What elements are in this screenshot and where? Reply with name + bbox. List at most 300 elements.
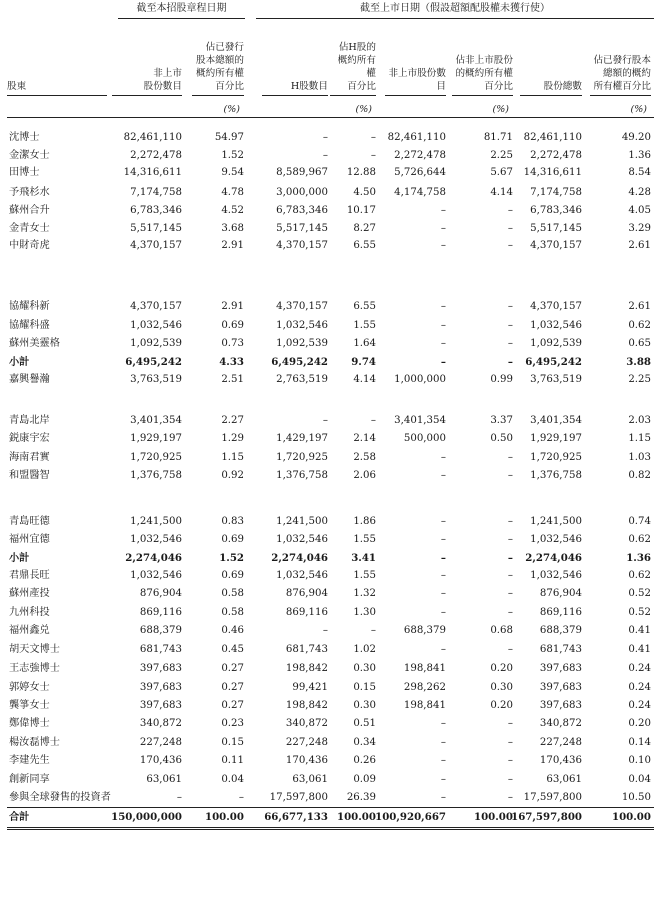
col-pct-unlisted-listing-value: –	[507, 792, 513, 803]
col-total-shares-value: 2,272,478	[530, 150, 582, 161]
col-unlisted-shares-value: 1,092,539	[130, 338, 182, 349]
col-h-shares-value: 1,092,539	[276, 338, 328, 349]
col-pct-h-shares-value: 8.27	[353, 223, 376, 234]
col-total-shares-value: 1,720,925	[530, 452, 582, 463]
col-h-shares-value: –	[322, 415, 328, 426]
col-pct-total-listing-value: 2.25	[628, 374, 651, 385]
col-unlisted-shares-line: 非上市	[153, 68, 182, 79]
col-pct-unlisted-listing-value: –	[507, 588, 513, 599]
col-unlisted-shares-line: 股份數目	[143, 81, 182, 92]
table-row	[0, 298, 660, 316]
col-pct-h-shares-value: 1.86	[353, 516, 376, 527]
col-pct-h-shares-value: 1.55	[353, 570, 376, 581]
col-pct-h-shares-line: 概約所有權	[337, 55, 376, 79]
col-unlisted-shares-listing-value: –	[440, 205, 446, 216]
col-pct-total-current-line: 佔已發行	[205, 42, 244, 53]
col-total-shares-value: 1,032,546	[530, 320, 582, 331]
total-top-rule	[7, 807, 654, 808]
col-unlisted-shares-value: 397,683	[139, 682, 182, 693]
col-pct-h-shares-value: 6.55	[353, 301, 376, 312]
col-pct-h-shares-value: 0.26	[353, 755, 376, 766]
pct-unit-marker: (%)	[355, 104, 372, 115]
col-pct-total-listing-value: 0.52	[628, 607, 651, 618]
col-pct-unlisted-listing-value: 0.50	[490, 433, 513, 444]
col-unlisted-shares-listing-value: –	[440, 534, 446, 545]
col-h-shares-value: 1,032,546	[276, 534, 328, 545]
subtotal-row	[0, 549, 660, 567]
col-unlisted-shares-listing-value: 2,272,478	[394, 150, 446, 161]
shareholder-name: 協耀科新	[9, 301, 50, 312]
col-pct-total-listing-value: 1.15	[628, 433, 651, 444]
col-h-shares-value: 869,116	[285, 607, 328, 618]
col-unlisted-shares-value: 4,370,157	[130, 301, 182, 312]
table-row	[0, 317, 660, 335]
col-h-shares-value: 227,248	[285, 737, 328, 748]
col-pct-unlisted-listing-value: –	[507, 737, 513, 748]
col-unlisted-shares-value: 1,929,197	[130, 433, 182, 444]
pct-unit-marker: (%)	[492, 104, 509, 115]
col-pct-total-current-value: 0.46	[221, 625, 244, 636]
col-pct-h-shares-value: 0.30	[353, 700, 376, 711]
table-row	[0, 641, 660, 659]
col-unlisted-shares-value: 7,174,758	[130, 187, 182, 198]
col-total-shares-value: 6,495,242	[525, 356, 582, 368]
col-pct-total-current-line: 百分比	[215, 81, 244, 92]
col-unlisted-shares-listing-value: –	[440, 792, 446, 803]
table-row	[0, 622, 660, 640]
col-unlisted-shares-listing-value: 500,000	[403, 433, 446, 444]
col-pct-total-current-value: 2.51	[221, 374, 244, 385]
col-total-shares-value: 876,904	[539, 588, 582, 599]
shareholder-name: 嘉興譽瀚	[9, 374, 50, 385]
col-pct-h-shares-value: 1.55	[353, 534, 376, 545]
col-unlisted-shares-listing-value: –	[440, 607, 446, 618]
table-row	[0, 697, 660, 715]
col-pct-total-current-value: 4.52	[221, 205, 244, 216]
col-pct-total-current-value: 1.29	[221, 433, 244, 444]
col-unlisted-shares-value: 1,032,546	[130, 320, 182, 331]
col-pct-h-shares-line: 百分比	[347, 81, 376, 92]
col-pct-h-shares-value: –	[370, 415, 376, 426]
col-pct-h-shares-value: 1.32	[353, 588, 376, 599]
col-pct-unlisted-listing-value: 2.25	[490, 150, 513, 161]
col-unlisted-shares-listing-value: –	[440, 223, 446, 234]
table-row	[0, 412, 660, 430]
col-total-shares-value: 1,092,539	[530, 338, 582, 349]
col-pct-h-shares-value: –	[370, 625, 376, 636]
table-row	[0, 335, 660, 353]
shareholder-name: 田博士	[9, 167, 40, 178]
table-row	[0, 604, 660, 622]
col-h-shares-value: 1,429,197	[276, 433, 328, 444]
col-pct-total-current-value: 0.69	[221, 570, 244, 581]
col-unlisted-shares-listing-value: –	[440, 452, 446, 463]
col-shareholder-label: 股東	[7, 81, 27, 92]
col-pct-h-shares-value: 100.00	[337, 811, 376, 823]
col-h-shares-value: –	[322, 132, 328, 143]
shareholder-name: 中財奇虎	[9, 240, 50, 251]
col-pct-h-shares-value: –	[370, 150, 376, 161]
col-total-shares-value: 1,032,546	[530, 534, 582, 545]
col-h-shares-value: 2,274,046	[271, 552, 328, 564]
col-total-shares-line: 股份總數	[543, 81, 582, 92]
col-h-shares-value: 1,241,500	[276, 516, 328, 527]
col-pct-h-shares-value: 9.74	[351, 356, 376, 368]
col-unlisted-shares-value: 3,401,354	[130, 415, 182, 426]
col-unlisted-shares-value: 340,872	[139, 718, 182, 729]
shareholder-name: 協耀科盛	[9, 320, 50, 331]
col-pct-unlisted-listing-value: 0.30	[490, 682, 513, 693]
col-pct-total-current-value: 4.78	[221, 187, 244, 198]
shareholder-name: 予飛杉水	[9, 187, 50, 198]
shareholder-name: 福州宜德	[9, 534, 50, 545]
col-pct-total-current-value: 0.04	[221, 774, 244, 785]
col-total-shares-value: 170,436	[539, 755, 582, 766]
col-unlisted-shares-value: 2,274,046	[125, 552, 182, 564]
col-total-shares-value: 340,872	[539, 718, 582, 729]
col-pct-h-shares-value: 12.88	[346, 167, 376, 178]
pct-unit-marker: (%)	[223, 104, 240, 115]
shareholder-name: 蘇州合升	[9, 205, 50, 216]
col-unlisted-shares-value: 14,316,611	[123, 167, 182, 178]
col-unlisted-shares-value: 397,683	[139, 700, 182, 711]
col-unlisted-shares-value: 1,720,925	[130, 452, 182, 463]
col-pct-total-current-value: 1.52	[219, 552, 244, 564]
col-pct-unlisted-listing-value: –	[507, 320, 513, 331]
col-pct-h-shares-value: 3.41	[351, 552, 376, 564]
pct-unit-marker: (%)	[630, 104, 647, 115]
col-unlisted-shares-listing-value: –	[440, 570, 446, 581]
shareholder-name: 參與全球發售的投資者	[9, 792, 111, 803]
col-pct-total-listing-value: 0.52	[628, 588, 651, 599]
col-unlisted-shares-value: 869,116	[139, 607, 182, 618]
col-pct-unlisted-listing-value: –	[507, 718, 513, 729]
col-unlisted-shares-value: 6,783,346	[130, 205, 182, 216]
col-pct-total-listing-value: 2.03	[628, 415, 651, 426]
table-row	[0, 567, 660, 585]
col-h-shares-value: 1,720,925	[276, 452, 328, 463]
col-pct-unlisted-listing-value: 0.20	[490, 663, 513, 674]
col-total-shares-value: 4,370,157	[530, 301, 582, 312]
table-row	[0, 771, 660, 789]
table-row	[0, 184, 660, 202]
col-total-shares-value: 5,517,145	[530, 223, 582, 234]
col-unlisted-shares-listing-value: –	[440, 338, 446, 349]
total-row	[0, 808, 660, 826]
col-pct-total-current-value: 2.91	[221, 240, 244, 251]
shareholder-name: 福州鑫兑	[9, 625, 50, 636]
col-total-shares-value: 17,597,800	[523, 792, 582, 803]
shareholder-name: 君鼎長旺	[9, 570, 50, 581]
col-unlisted-shares-listing-value: –	[440, 552, 446, 564]
col-unlisted-shares-listing	[385, 24, 446, 96]
col-h-shares-value: 198,842	[285, 663, 328, 674]
col-unlisted-shares-value: 688,379	[139, 625, 182, 636]
col-pct-total-current-line: 股本總額的	[196, 55, 244, 66]
col-pct-total-listing-value: 0.62	[628, 320, 651, 331]
col-pct-total-current-value: 2.91	[221, 301, 244, 312]
col-unlisted-shares-value: 150,000,000	[111, 811, 182, 823]
col-pct-total-listing-value: 0.65	[628, 338, 651, 349]
table-row	[0, 734, 660, 752]
col-h-shares-value: 4,370,157	[276, 301, 328, 312]
col-h-shares-value: 340,872	[285, 718, 328, 729]
col-unlisted-shares-listing-value: –	[440, 470, 446, 481]
col-pct-h-shares-value: –	[370, 132, 376, 143]
col-unlisted-shares-value: 681,743	[139, 644, 182, 655]
col-pct-total-listing-value: 0.24	[628, 700, 651, 711]
shareholder-name: 海南君實	[9, 452, 50, 463]
table-row	[0, 467, 660, 485]
col-pct-total-current-value: 100.00	[205, 811, 244, 823]
col-unlisted-shares-listing-value: –	[440, 737, 446, 748]
col-pct-h-shares-value: 1.64	[353, 338, 376, 349]
shareholder-name: 王志強博士	[9, 663, 60, 674]
col-h-shares-value: 63,061	[292, 774, 328, 785]
col-pct-total-listing-value: 2.61	[628, 301, 651, 312]
col-pct-unlisted-listing-value: –	[507, 240, 513, 251]
table-row	[0, 164, 660, 182]
col-pct-total-listing-value: 0.74	[628, 516, 651, 527]
col-pct-unlisted-listing-value: 0.68	[490, 625, 513, 636]
shareholder-name: 沈博士	[9, 132, 40, 143]
col-pct-total-listing-value: 1.36	[628, 150, 651, 161]
col-pct-total-listing-value: 3.88	[626, 356, 651, 368]
col-h-shares-value: 4,370,157	[276, 240, 328, 251]
col-unlisted-shares-listing-value: 198,841	[403, 700, 446, 711]
col-total-shares-value: 1,929,197	[530, 433, 582, 444]
col-total-shares-value: 1,241,500	[530, 516, 582, 527]
col-pct-total-listing-value: 0.20	[628, 718, 651, 729]
col-pct-total-listing-line: 佔已發行股本	[593, 55, 651, 66]
col-unlisted-shares-value: –	[176, 792, 182, 803]
col-unlisted-shares-value: 876,904	[139, 588, 182, 599]
col-pct-unlisted-listing-value: 0.99	[490, 374, 513, 385]
col-pct-total-listing-value: 10.50	[621, 792, 651, 803]
col-h-shares-value: 1,376,758	[276, 470, 328, 481]
subtotal-row	[0, 353, 660, 371]
col-pct-unlisted-listing-value: –	[507, 356, 513, 368]
shareholder-name: 合計	[9, 811, 30, 823]
shareholder-name: 和盟醫智	[9, 470, 50, 481]
col-pct-total-listing-value: 0.41	[628, 625, 651, 636]
col-unlisted-shares-listing-value: –	[440, 644, 446, 655]
col-total-shares-value: 6,783,346	[530, 205, 582, 216]
col-pct-h-shares-value: 0.34	[353, 737, 376, 748]
col-total-shares-value: 4,370,157	[530, 240, 582, 251]
shareholder-name: 蘇州產投	[9, 588, 50, 599]
col-h-shares-value: 17,597,800	[269, 792, 328, 803]
col-total-shares-value: 3,401,354	[530, 415, 582, 426]
col-total-shares	[520, 24, 582, 96]
table-row	[0, 789, 660, 807]
col-pct-total-listing-value: 4.05	[628, 205, 651, 216]
col-total-shares-value: 1,032,546	[530, 570, 582, 581]
col-unlisted-shares-value: 1,032,546	[130, 570, 182, 581]
col-total-shares-value: 681,743	[539, 644, 582, 655]
shareholder-name: 金潔女士	[9, 150, 50, 161]
col-unlisted-shares-listing-value: –	[440, 240, 446, 251]
col-pct-h-shares-value: 2.58	[353, 452, 376, 463]
shareholder-name: 楊汝磊博士	[9, 737, 60, 748]
col-pct-total-listing-value: 0.24	[628, 663, 651, 674]
col-h-shares-value: 99,421	[292, 682, 328, 693]
col-pct-h-shares-value: 1.55	[353, 320, 376, 331]
col-pct-total-current-value: 0.27	[221, 682, 244, 693]
col-h-shares-value: 876,904	[285, 588, 328, 599]
table-row	[0, 585, 660, 603]
table-row	[0, 147, 660, 165]
col-unlisted-shares-listing-value: –	[440, 588, 446, 599]
table-row	[0, 371, 660, 389]
col-pct-h-shares-value: 1.02	[353, 644, 376, 655]
col-pct-unlisted-listing-value: –	[507, 223, 513, 234]
col-pct-h-shares-value: 4.50	[353, 187, 376, 198]
col-unlisted-shares-value: 5,517,145	[130, 223, 182, 234]
col-pct-unlisted-listing-value: –	[507, 516, 513, 527]
col-pct-unlisted-listing-value: –	[507, 774, 513, 785]
table-row	[0, 679, 660, 697]
col-pct-total-current-value: 0.23	[221, 718, 244, 729]
col-unlisted-shares-value: 170,436	[139, 755, 182, 766]
col-h-shares-value: 3,000,000	[276, 187, 328, 198]
col-total-shares-value: 2,274,046	[525, 552, 582, 564]
col-pct-total-current-value: 4.33	[219, 356, 244, 368]
col-unlisted-shares-listing-value: 82,461,110	[387, 132, 446, 143]
col-unlisted-shares-listing-value: –	[440, 718, 446, 729]
shareholder-name: 蘇州美靈格	[9, 338, 60, 349]
col-pct-total-listing-line: 所有權百分比	[593, 81, 651, 92]
col-pct-total-current-value: 0.45	[221, 644, 244, 655]
col-total-shares-value: 167,597,800	[511, 811, 582, 823]
shareholder-name: 九州科投	[9, 607, 50, 618]
col-unlisted-shares-value: 2,272,478	[130, 150, 182, 161]
col-pct-total-current-value: 0.58	[221, 588, 244, 599]
col-pct-total-listing-value: 0.82	[628, 470, 651, 481]
col-pct-total-listing-value: 4.28	[628, 187, 651, 198]
col-pct-h-shares-line: 佔H股的	[338, 42, 376, 53]
col-total-shares-value: 397,683	[539, 700, 582, 711]
col-pct-total-listing-value: 1.36	[626, 552, 651, 564]
col-pct-unlisted-listing-value: –	[507, 301, 513, 312]
col-total-shares-value: 227,248	[539, 737, 582, 748]
col-unlisted-shares-value: 3,763,519	[130, 374, 182, 385]
col-unlisted-shares-listing-value: –	[440, 320, 446, 331]
col-pct-total-current-value: 0.27	[221, 663, 244, 674]
col-unlisted-shares-value: 1,032,546	[130, 534, 182, 545]
col-pct-total-current-line: 概約所有權	[196, 68, 244, 79]
table-row	[0, 237, 660, 255]
col-unlisted-shares-listing-value: –	[440, 516, 446, 527]
shareholder-name: 郭婷女士	[9, 682, 50, 693]
col-unlisted-shares-value: 6,495,242	[125, 356, 182, 368]
col-pct-h-shares-value: 10.17	[346, 205, 376, 216]
shareholder-name: 青島旺德	[9, 516, 50, 527]
shareholder-name: 鄭偉博士	[9, 718, 50, 729]
col-pct-h-shares-value: 26.39	[346, 792, 376, 803]
group-header-as-of-listing: 截至上市日期（假設超額配股權未獲行使）	[256, 2, 654, 19]
col-unlisted-shares-listing-value: 100,920,667	[375, 811, 446, 823]
col-total-shares-value: 7,174,758	[530, 187, 582, 198]
col-pct-unlisted-listing-value: 4.14	[490, 187, 513, 198]
col-unlisted-shares-listing-value: 4,174,758	[394, 187, 446, 198]
col-h-shares-value: 5,517,145	[276, 223, 328, 234]
col-pct-total-current-value: 0.69	[221, 320, 244, 331]
col-unlisted-shares-listing-value: 198,841	[403, 663, 446, 674]
col-pct-total-listing-value: 49.20	[621, 132, 651, 143]
total-bottom-rule	[7, 827, 654, 830]
shareholder-name: 鋭康宇宏	[9, 433, 50, 444]
col-pct-unlisted-listing-value: –	[507, 570, 513, 581]
col-h-shares-value: 1,032,546	[276, 320, 328, 331]
table-row	[0, 449, 660, 467]
col-pct-total-current-value: 9.54	[221, 167, 244, 178]
col-h-shares-value: 2,763,519	[276, 374, 328, 385]
col-pct-h-shares-value: 6.55	[353, 240, 376, 251]
col-pct-total-current-value: 1.15	[221, 452, 244, 463]
shareholder-name: 青島北岸	[9, 415, 50, 426]
col-pct-h-shares-value: 0.30	[353, 663, 376, 674]
table-row	[0, 715, 660, 733]
col-pct-total-current-value: 0.92	[221, 470, 244, 481]
col-unlisted-shares-listing-value: –	[440, 755, 446, 766]
col-pct-total-current-value: –	[238, 792, 244, 803]
col-pct-h-shares-value: 2.14	[353, 433, 376, 444]
col-unlisted-shares-listing-value: –	[440, 301, 446, 312]
table-row	[0, 202, 660, 220]
col-total-shares-value: 397,683	[539, 682, 582, 693]
col-pct-unlisted-listing-value: –	[507, 452, 513, 463]
header-rule	[7, 117, 654, 118]
col-pct-unlisted-listing-value: 5.67	[490, 167, 513, 178]
col-pct-unlisted-listing-line: 佔非上市股份	[455, 55, 513, 66]
col-pct-total-listing-value: 0.62	[628, 534, 651, 545]
col-unlisted-shares-listing-value: 1,000,000	[394, 374, 446, 385]
col-pct-unlisted-listing-value: –	[507, 338, 513, 349]
col-pct-h-shares-value: 0.51	[353, 718, 376, 729]
col-total-shares-value: 688,379	[539, 625, 582, 636]
table-row	[0, 513, 660, 531]
col-pct-total-listing-line: 總額的概約	[603, 68, 651, 79]
shareholder-name: 李建先生	[9, 755, 50, 766]
shareholder-name: 小計	[9, 552, 30, 564]
col-pct-h-shares-value: 1.30	[353, 607, 376, 618]
col-h-shares-value: –	[322, 625, 328, 636]
shareholder-name: 胡天文博士	[9, 644, 60, 655]
table-row	[0, 129, 660, 147]
col-pct-unlisted-listing-line: 百分比	[484, 81, 513, 92]
col-pct-h-shares-value: 2.06	[353, 470, 376, 481]
col-pct-h-shares-value: 0.15	[353, 682, 376, 693]
shareholder-name: 創新同享	[9, 774, 50, 785]
col-pct-total-listing-value: 0.14	[628, 737, 651, 748]
col-unlisted-shares-value: 1,376,758	[130, 470, 182, 481]
col-unlisted-shares-listing-value: –	[440, 356, 446, 368]
col-h-shares-value: 66,677,133	[264, 811, 328, 823]
col-h-shares-value: –	[322, 150, 328, 161]
table-row	[0, 531, 660, 549]
col-pct-total-current-value: 0.15	[221, 737, 244, 748]
col-unlisted-shares-value: 4,370,157	[130, 240, 182, 251]
col-pct-total-listing-value: 0.41	[628, 644, 651, 655]
col-shareholder	[7, 24, 107, 96]
col-total-shares-value: 869,116	[539, 607, 582, 618]
col-total-shares-value: 82,461,110	[523, 132, 582, 143]
col-h-shares	[262, 24, 328, 96]
col-total-shares-value: 3,763,519	[530, 374, 582, 385]
col-unlisted-shares-listing-value: 298,262	[403, 682, 446, 693]
col-total-shares-value: 1,376,758	[530, 470, 582, 481]
